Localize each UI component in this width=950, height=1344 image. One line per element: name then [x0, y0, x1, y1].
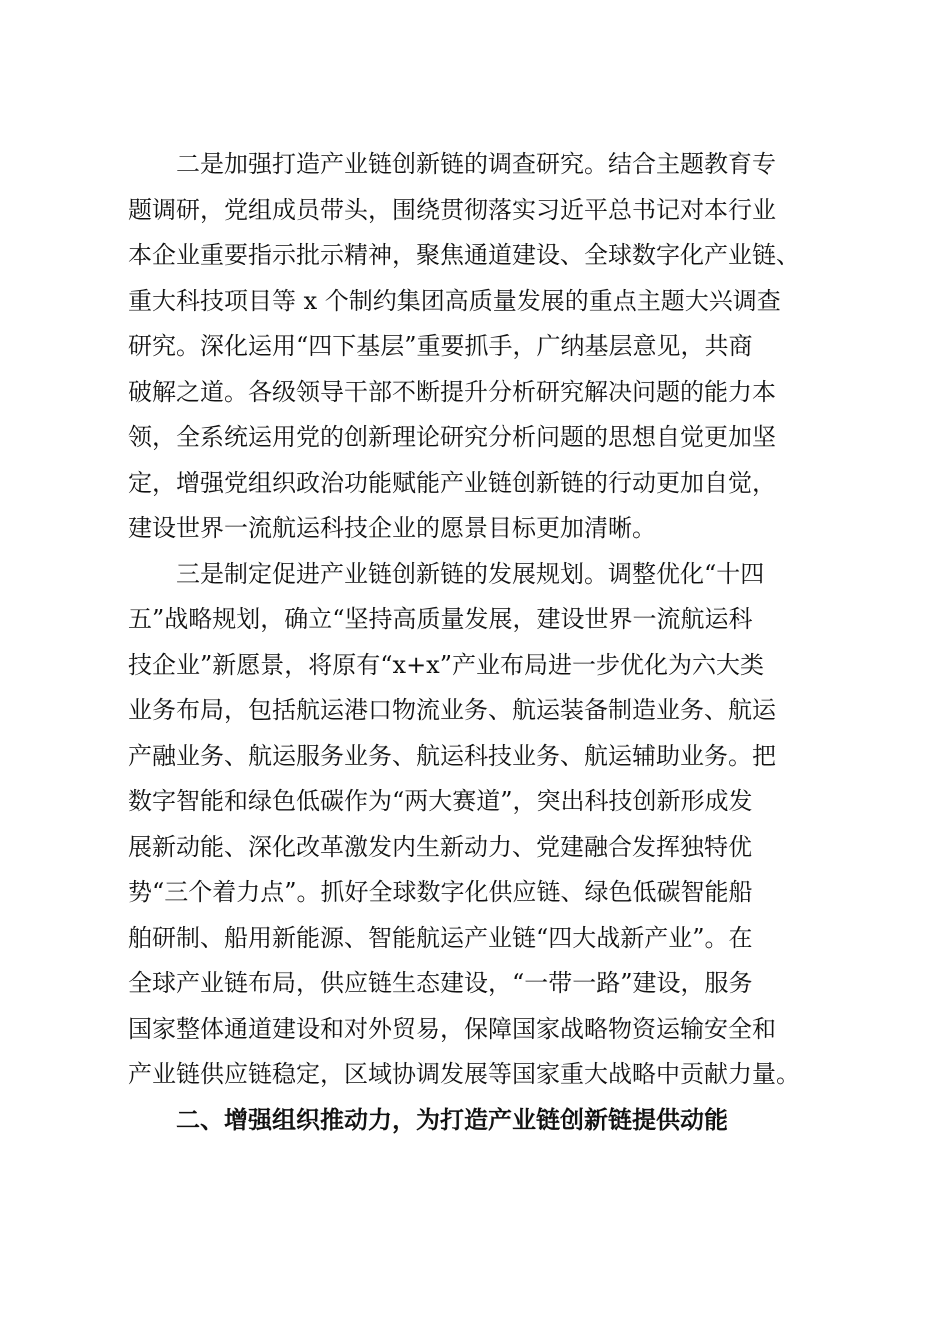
paragraph-line: 定，增强党组织政治功能赋能产业链创新链的行动更加自觉， [128, 468, 776, 497]
paragraph-line: 三是制定促进产业链创新链的发展规划。调整优化“十四 [176, 559, 765, 588]
paragraph-line: 产融业务、航运服务业务、航运科技业务、航运辅助业务。把 [128, 741, 776, 770]
paragraph-line: 五”战略规划，确立“坚持高质量发展，建设世界一流航运科 [128, 605, 753, 633]
paragraph-line: 二是加强打造产业链创新链的调查研究。结合主题教育专 [176, 150, 776, 178]
paragraph-line: 题调研，党组成员带头，围绕贯彻落实习近平总书记对本行业 [128, 195, 776, 224]
paragraph-line: 技企业”新愿景，将原有“x+x”产业布局进一步优化为六大类 [128, 650, 764, 679]
paragraph-planning [128, 552, 848, 1098]
paragraph-line: 舶研制、船用新能源、智能航运产业链“四大战新产业”。在 [128, 923, 753, 952]
paragraph-research [128, 142, 848, 552]
paragraph-line: 势“三个着力点”。抓好全球数字化供应链、绿色低碳智能船 [128, 878, 753, 906]
paragraph-line: 领，全系统运用党的创新理论研究分析问题的思想自觉更加坚 [128, 423, 776, 451]
paragraph-line: 建设世界一流航运科技企业的愿景目标更加清晰。 [128, 514, 656, 542]
paragraph-line: 研究。深化运用“四下基层”重要抓手，广纳基层意见，共商 [128, 332, 753, 360]
paragraph-line: 数字智能和绿色低碳作为“两大赛道”，突出科技创新形成发 [128, 787, 753, 815]
paragraph-line: 破解之道。各级领导干部不断提升分析研究解决问题的能力本 [128, 377, 776, 406]
paragraph-line: 本企业重要指示批示精神，聚焦通道建设、全球数字化产业链、 [128, 241, 800, 269]
document-body [128, 142, 848, 1143]
paragraph-line: 国家整体通道建设和对外贸易，保障国家战略物资运输安全和 [128, 1014, 776, 1043]
paragraph-line: 产业链供应链稳定，区域协调发展等国家重大战略中贡献力量。 [128, 1060, 800, 1088]
paragraph-line: 展新动能、深化改革激发内生新动力、党建融合发挥独特优 [128, 832, 752, 861]
paragraph-line: 业务布局，包括航运港口物流业务、航运装备制造业务、航运 [128, 696, 776, 724]
section-heading: 二、增强组织推动力，为打造产业链创新链提供动能 [176, 1105, 728, 1134]
paragraph-line: 重大科技项目等 x 个制约集团高质量发展的重点主题大兴调查 [128, 286, 781, 315]
paragraph-line: 全球产业链布局，供应链生态建设，“一带一路”建设，服务 [128, 969, 753, 997]
